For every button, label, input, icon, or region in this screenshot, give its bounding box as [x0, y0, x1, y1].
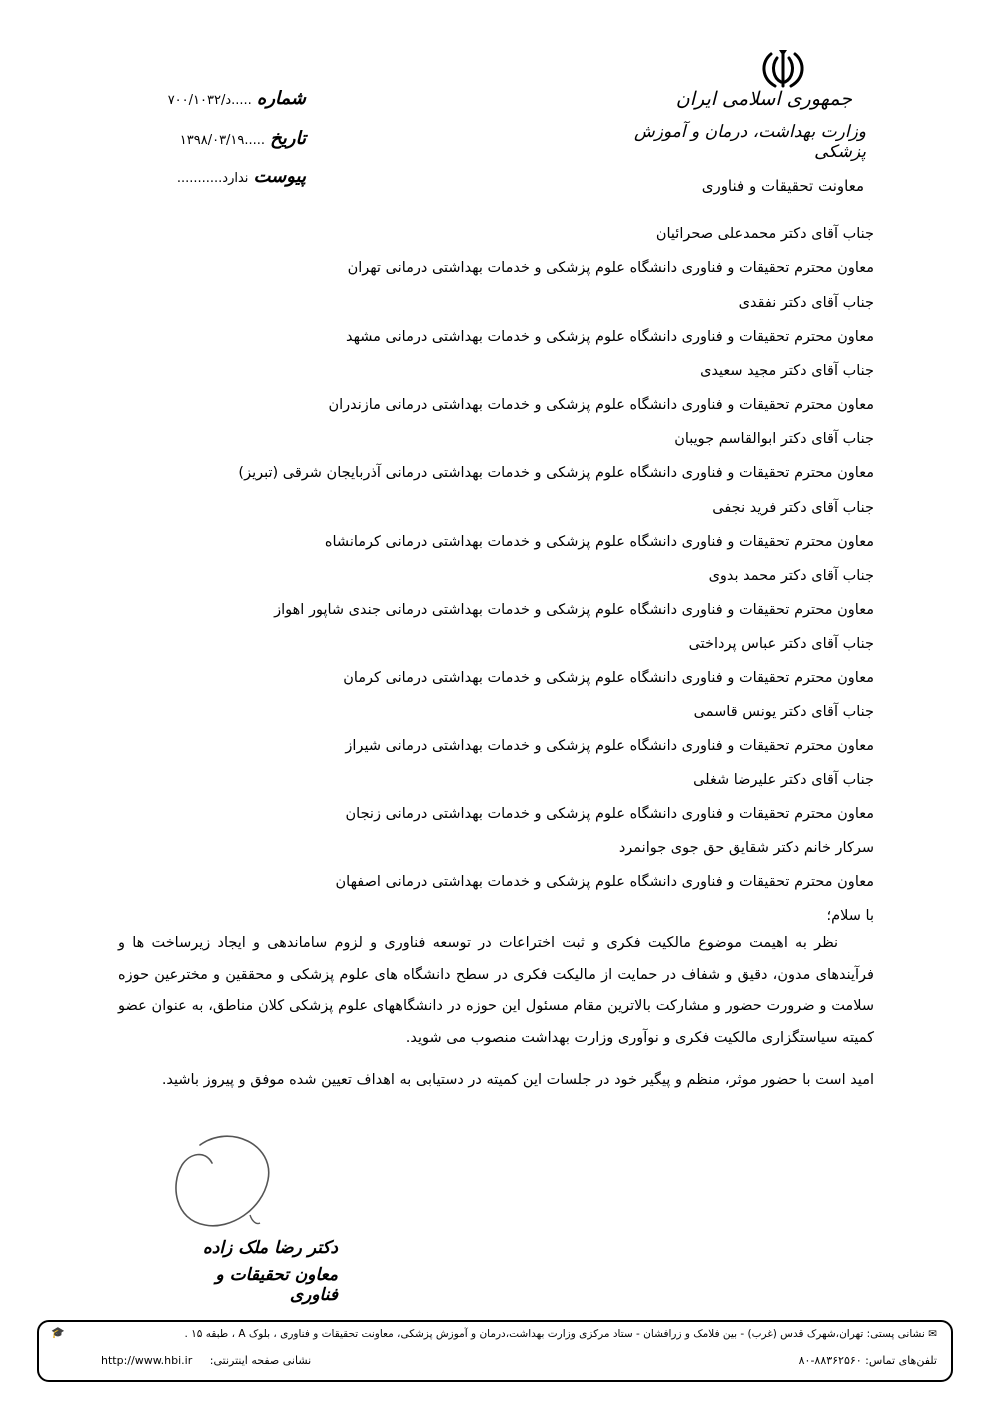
- website-label: نشانی صفحه اینترنتی:: [209, 1354, 312, 1367]
- footer-website: [101, 1354, 311, 1367]
- recipient-line: معاون محترم تحقیقات و فناوری دانشگاه علوم پزشکی و خدمات بهداشتی درمانی کرمان: [343, 670, 874, 686]
- envelope-icon: ✉: [928, 1328, 937, 1340]
- address-text: نشانی پستی: تهران،شهرک قدس (غرب) - بین فلامک و زرافشان - ستاد مرکزی وزارت بهداشت،درمان و آموزش پزشکی، معاونت تحقیقات و فناوری ، بلوک A ، طبقه ۱۵ .: [184, 1328, 925, 1340]
- recipient-line: جناب آقای دکتر عباس پرداختی: [688, 636, 874, 652]
- iran-emblem-icon: [755, 48, 811, 92]
- letter-attachment: [126, 166, 306, 187]
- greeting: با سلام؛: [826, 908, 874, 924]
- website-url-link[interactable]: http://www.hbi.ir: [101, 1354, 193, 1367]
- ministry-name: وزارت بهداشت، درمان و آموزش پزشکی: [634, 122, 866, 162]
- recipient-line: جناب آقای دکتر فرید نجفی: [712, 500, 874, 516]
- closing-sentence: امید است با حضور موثر، منظم و پیگیر خود در جلسات این کمیته در دستیابی به اهداف تعیین شده موفق و پیروز باشید.: [161, 1072, 874, 1088]
- recipient-line: جناب آقای دکتر یونس قاسمی: [693, 704, 874, 720]
- graduation-cap-icon: 🎓: [51, 1326, 65, 1339]
- recipient-line: معاون محترم تحقیقات و فناوری دانشگاه علوم پزشکی و خدمات بهداشتی درمانی آذربایجان شرقی (تبریز): [238, 465, 874, 481]
- footer-box: [37, 1320, 953, 1382]
- recipient-line: معاون محترم تحقیقات و فناوری دانشگاه علوم پزشکی و خدمات بهداشتی درمانی مازندران: [328, 397, 874, 413]
- deputy-office-name: معاونت تحقیقات و فناوری: [701, 177, 864, 195]
- number-value: .....د/۷۰۰/۱۰۳۲: [167, 93, 252, 108]
- recipient-line: معاون محترم تحقیقات و فناوری دانشگاه علوم پزشکی و خدمات بهداشتی درمانی اصفهان: [335, 874, 874, 890]
- letter-date: [126, 128, 306, 149]
- recipient-line: معاون محترم تحقیقات و فناوری دانشگاه علوم پزشکی و خدمات بهداشتی درمانی شیراز: [345, 738, 874, 754]
- date-value: .....۱۳۹۸/۰۳/۱۹: [179, 133, 266, 148]
- date-label: تاریخ: [270, 128, 306, 149]
- recipient-line: معاون محترم تحقیقات و فناوری دانشگاه علوم پزشکی و خدمات بهداشتی درمانی کرمانشاه: [324, 534, 874, 550]
- main-paragraph: نظر به اهیمت موضوع مالکیت فکری و ثبت اختراعات در توسعه فناوری و لزوم ساماندهی و ایجاد زیرساخت ها و فرآیندهای مدون، دقیق و شفاف در حمایت از مالیکت فکری در سطح دانشگاه های علوم پزشکی و محققین و مخترعین حوزه سلامت و ضرورت حضور و مشارکت بالاترین مقام مسئول این حوزه در دانشگاههای علوم پزشکی کلان مناطق، به عنوان عضو کمیته سیاستگزاری مالکیت فکری و نوآوری وزارت بهداشت منصوب می شوید.: [118, 935, 874, 1046]
- recipient-line: جناب آقای دکتر محمدعلی صحرائیان: [655, 226, 874, 242]
- recipient-line: جناب آقای دکتر ابوالقاسم جویبان: [674, 431, 874, 447]
- recipient-line: معاون محترم تحقیقات و فناوری دانشگاه علوم پزشکی و خدمات بهداشتی درمانی جندی شاپور اهواز: [274, 602, 874, 618]
- recipient-line: جناب آقای دکتر مجید سعیدی: [700, 363, 874, 379]
- recipient-line: سرکار خانم دکتر شقایق حق جوی جوانمرد: [618, 840, 874, 856]
- recipient-line: معاون محترم تحقیقات و فناوری دانشگاه علوم پزشکی و خدمات بهداشتی درمانی تهران: [347, 260, 874, 276]
- recipient-line: معاون محترم تحقیقات و فناوری دانشگاه علوم پزشکی و خدمات بهداشتی درمانی زنجان: [345, 806, 874, 822]
- handwritten-signature-icon: [160, 1125, 280, 1235]
- footer-phone: تلفن‌های تماس: ۸۸۳۶۲۵۶۰-۸۰: [798, 1354, 937, 1367]
- attachment-value: ندارد...........: [176, 171, 249, 186]
- number-label: شماره: [256, 88, 306, 109]
- footer-address: [53, 1328, 937, 1340]
- attachment-label: پیوست: [253, 166, 306, 187]
- recipient-line: معاون محترم تحقیقات و فناوری دانشگاه علوم پزشکی و خدمات بهداشتی درمانی مشهد: [345, 329, 874, 345]
- recipient-line: جناب آقای دکتر علیرضا شغلی: [693, 772, 874, 788]
- recipient-line: جناب آقای دکتر نفقدی: [738, 295, 874, 311]
- recipient-line: جناب آقای دکتر محمد بدوی: [708, 568, 874, 584]
- letter-number: [126, 88, 306, 109]
- republic-name: جمهوری اسلامی ایران: [675, 88, 852, 110]
- signatory-title: معاون تحقیقات و فناوری: [215, 1265, 338, 1305]
- signatory-name: دکتر رضا ملک زاده: [202, 1238, 338, 1258]
